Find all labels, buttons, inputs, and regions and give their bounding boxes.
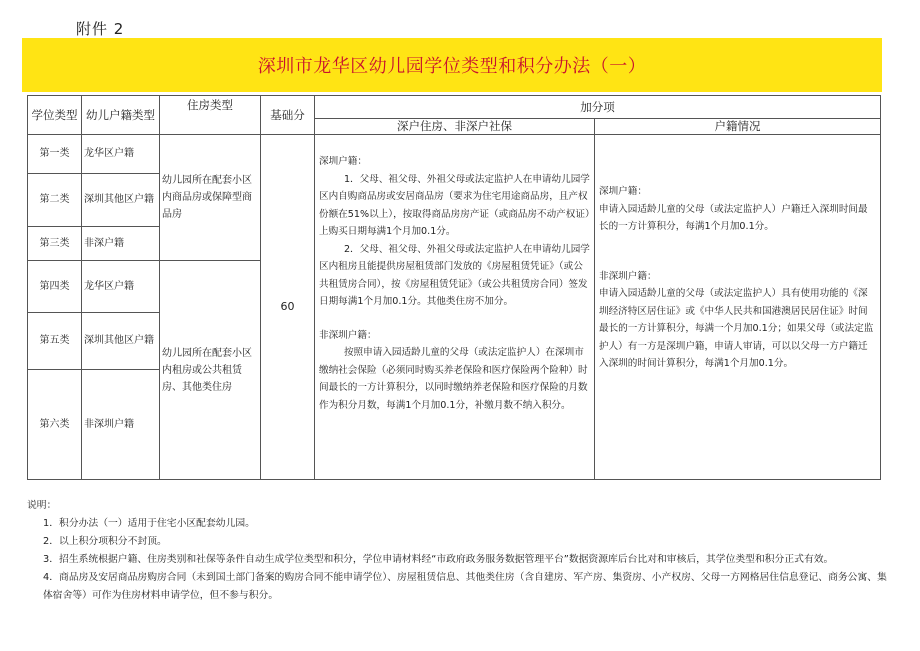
housing-type-owned: 幼儿园所在配套小区内商品房或保障型商品房 [160,135,261,261]
hukou-bonus-p3: 非深圳户籍： [599,270,657,282]
housing-bonus-p3: 2．父母、祖父母、外祖父母或法定监护人在申请幼儿园学区内租房且能提供房屋租赁部门发放的《房屋租赁凭证》（或公共租赁房合同），按《房屋租赁凭证》（或公共租赁房合同）签发日期每满1个月加0.1分。其他类住房不加分。 [319,243,590,307]
header-bonus-housing: 深户住房、非深户社保 [315,119,595,135]
row-type: 第三类 [28,227,82,261]
title-text: 深圳市龙华区幼儿园学位类型和积分办法（一） [257,56,647,77]
row-hukou: 非深户籍 [82,227,160,261]
hukou-bonus-p2: 申请入园适龄儿童的父母（或法定监护人）户籍迁入深圳时间最长的一方计算积分，每满1个月加0.1分。 [599,203,868,232]
note-3: 3．招生系统根据户籍、住房类别和社保等条件自动生成学位类型和积分，学位申请材料经“市政府政务服务数据管理平台”数据资源库后台比对和审核后，其学位类型和积分正式有效。 [43,554,834,565]
document-title [22,38,882,92]
housing-bonus-p2: 1．父母、祖父母、外祖父母或法定监护人在申请幼儿园学区内自购商品房或安居商品房（要求为住宅用途商品房，且产权份额在51%以上），按取得商品房房产证（或商品房不动产权证）上购买日期每满1个月加0.1分。 [319,173,590,237]
table-row [28,135,881,174]
header-hukou-type: 幼儿户籍类型 [82,96,160,135]
header-degree-type: 学位类型 [28,96,82,135]
row-hukou: 龙华区户籍 [82,261,160,313]
hukou-bonus-p1: 深圳户籍： [599,186,647,197]
header-housing-type: 住房类型 [160,96,261,135]
score-table [27,95,881,480]
housing-bonus-p1: 深圳户籍： [319,156,367,167]
housing-bonus-text [315,135,595,480]
header-bonus: 加分项 [315,96,881,119]
housing-type-rented: 幼儿园所在配套小区内租房或公共租赁房、其他类住房 [160,261,261,480]
row-type: 第五类 [28,313,82,370]
attachment-label: 附件 2 [76,20,125,38]
base-score-value: 60 [261,135,315,480]
note-1: 1．积分办法（一）适用于住宅小区配套幼儿园。 [43,518,255,529]
notes-section [27,497,887,605]
header-base-score: 基础分 [261,96,315,135]
row-hukou: 深圳其他区户籍 [82,313,160,370]
row-type: 第四类 [28,261,82,313]
row-hukou: 非深圳户籍 [82,370,160,480]
row-hukou: 龙华区户籍 [82,135,160,174]
hukou-bonus-text [595,135,881,480]
notes-label: 说明： [27,500,57,511]
row-type: 第六类 [28,370,82,480]
note-2: 2．以上积分项积分不封顶。 [43,536,167,547]
note-4: 4．商品房及安居商品房购房合同（未到国土部门备案的购房合同不能申请学位）、房屋租赁信息、其他类住房（含自建房、军产房、集资房、小产权房、父母一方网格居住信息登记、商务公寓、集体宿舍等）可作为住房材料申请学位，但不参与积分。 [43,572,887,601]
row-hukou: 深圳其他区户籍 [82,174,160,227]
hukou-bonus-p4: 申请入园适龄儿童的父母（或法定监护人）具有使用功能的《深圳经济特区居住证》或《中华人民共和国港澳居民居住证》时间最长的一方计算积分，每满一个月加0.1分；如果父母（或法定监护人）有一方是深圳户籍，申请人审请，可以以父母一方户籍迁入深圳的时间计算积分，每满1个月加0.1分。 [599,288,874,369]
header-bonus-hukou: 户籍情况 [595,119,881,135]
row-type: 第二类 [28,174,82,227]
housing-bonus-p4: 非深圳户籍： [319,329,377,341]
housing-bonus-p5: 按照申请入园适龄儿童的父母（或法定监护人）在深圳市缴纳社会保险（必须同时购买养老保险和医疗保险两个险种）时间最长的一方计算积分，以同时缴纳养老保险和医疗保险的月数作为积分月数，每满1个月加0.1分，补缴月数不纳入积分。 [319,347,588,411]
row-type: 第一类 [28,135,82,174]
